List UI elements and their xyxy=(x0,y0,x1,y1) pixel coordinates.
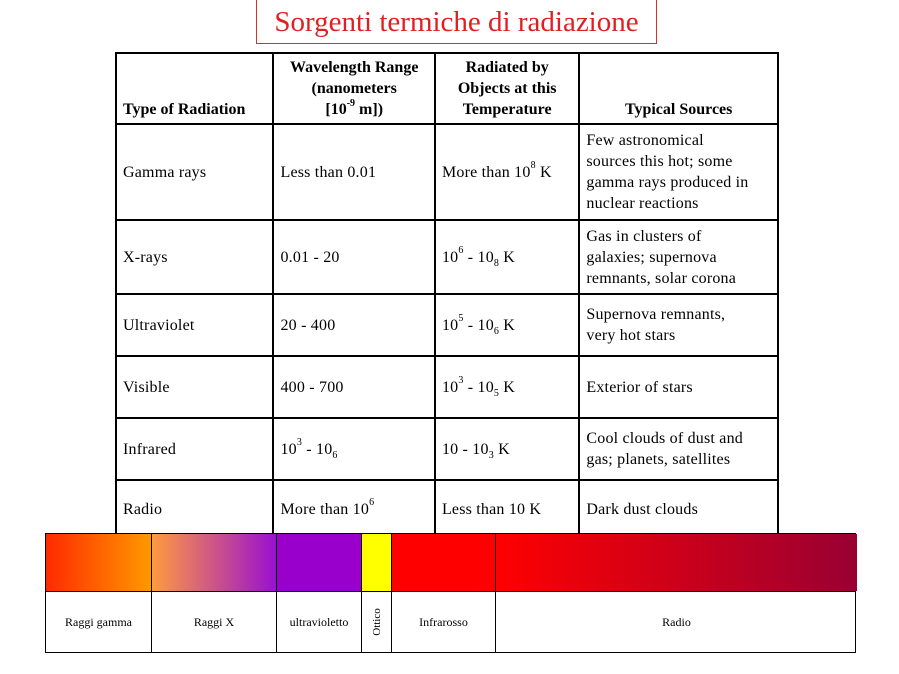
cell-wavelength: 0.01 - 20 xyxy=(273,220,434,294)
cell-type: Visible xyxy=(116,356,273,418)
table-row-visible xyxy=(116,356,778,418)
label-radio: Radio xyxy=(662,614,691,629)
cell-temperature: More than $10^8$ K xyxy=(435,124,579,220)
table-row-infrared xyxy=(116,418,778,480)
segment-optical xyxy=(362,534,392,591)
cell-sources: Dark dust clouds xyxy=(579,480,778,538)
spectrum-labels xyxy=(45,592,856,653)
cell-temperature: $10^3 - 10_5$ K xyxy=(435,356,579,418)
cell-wavelength: 20 - 400 xyxy=(273,294,434,356)
cell-temperature: Less than 10 K xyxy=(435,480,579,538)
cell-sources: Gas in clusters of galaxies; supernova remnants, solar corona xyxy=(579,220,778,294)
cell-temperature: $10^6 - 10_8$ K xyxy=(435,220,579,294)
cell-type: Infrared xyxy=(116,418,273,480)
label-optical: Ottico xyxy=(362,592,392,652)
header-sources: Typical Sources xyxy=(579,53,778,124)
spectrum-color-strip xyxy=(45,533,856,592)
title-frame xyxy=(256,0,657,44)
table-row-ultraviolet xyxy=(116,294,778,356)
cell-type: Ultraviolet xyxy=(116,294,273,356)
label-gamma: Raggi gamma xyxy=(46,592,152,652)
segment-radio xyxy=(496,534,857,591)
segment-ultraviolet xyxy=(277,534,362,591)
spectrum-bar xyxy=(45,533,856,653)
label-ultraviolet: ultravioletto xyxy=(277,592,362,652)
cell-sources: Few astronomical sources this hot; some gamma rays produced in nuclear reactions xyxy=(579,124,778,220)
table-row-gamma xyxy=(116,124,778,220)
cell-type: X-rays xyxy=(116,220,273,294)
header-type: Type of Radiation xyxy=(116,53,273,124)
page-title: Sorgenti termiche di radiazione xyxy=(274,6,639,38)
cell-wavelength: 400 - 700 xyxy=(273,356,434,418)
label-infrared: Infrarosso xyxy=(392,592,496,652)
table-row-xray xyxy=(116,220,778,294)
cell-wavelength: More than $10^6$ xyxy=(273,480,434,538)
cell-wavelength: Less than 0.01 xyxy=(273,124,434,220)
cell-sources: Supernova remnants, very hot stars xyxy=(579,294,778,356)
cell-type: Radio xyxy=(116,480,273,538)
cell-type: Gamma rays xyxy=(116,124,273,220)
cell-sources: Exterior of stars xyxy=(579,356,778,418)
header-temperature: Radiated by Objects at this Temperature xyxy=(435,53,579,124)
segment-gamma xyxy=(46,534,152,591)
label-x-rays: Raggi X xyxy=(152,592,277,652)
segment-infrared xyxy=(392,534,496,591)
segment-x-rays xyxy=(152,534,277,591)
cell-temperature: $10^5 - 10_6$ K xyxy=(435,294,579,356)
table-header-row xyxy=(116,53,778,124)
table-row-radio xyxy=(116,480,778,538)
header-wavelength: Wavelength Range (nanometers [$10^{-9}$ m]) xyxy=(273,53,434,124)
cell-sources: Cool clouds of dust and gas; planets, satellites xyxy=(579,418,778,480)
radiation-table xyxy=(115,52,779,539)
cell-wavelength: $10^3 - 10_6$ xyxy=(273,418,434,480)
cell-temperature: $10 - 10_3$ K xyxy=(435,418,579,480)
